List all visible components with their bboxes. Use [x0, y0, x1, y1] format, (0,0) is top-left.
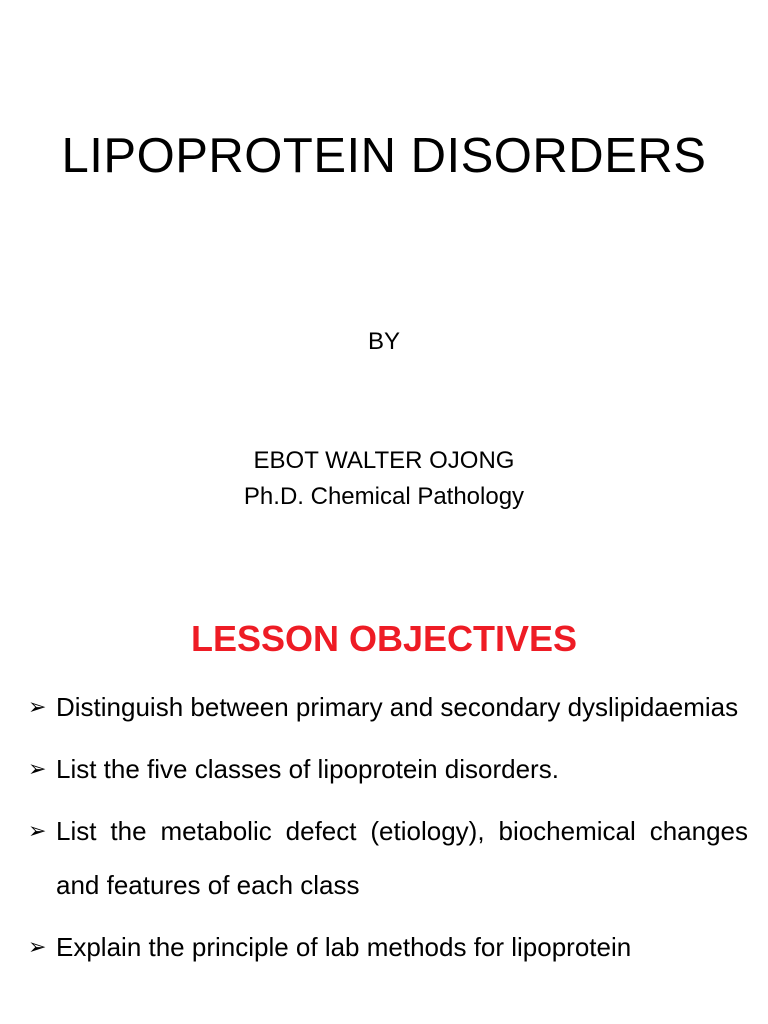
- arrowhead-bullet-icon: ➢: [28, 694, 47, 719]
- list-item: [28, 680, 748, 734]
- objective-text: List the five classes of lipoprotein disorders.: [56, 754, 559, 784]
- objective-text: Explain the principle of lab methods for lipoprotein: [56, 932, 632, 962]
- objective-text: List the metabolic defect (etiology), biochemical changes and features of each class: [56, 816, 748, 900]
- list-item: [28, 920, 748, 974]
- objectives-list: [28, 680, 748, 982]
- objective-text: Distinguish between primary and secondary dyslipidaemias: [56, 692, 739, 722]
- arrowhead-bullet-icon: ➢: [28, 818, 47, 843]
- arrowhead-bullet-icon: ➢: [28, 934, 47, 959]
- list-item: [28, 804, 748, 912]
- author-block: [0, 443, 768, 515]
- objectives-heading: LESSON OBJECTIVES: [190, 618, 578, 659]
- list-item: [28, 742, 748, 796]
- author-name: EBOT WALTER OJONG: [253, 447, 515, 474]
- slide-title: LIPOPROTEIN DISORDERS: [61, 129, 707, 183]
- by-label: BY: [367, 328, 400, 355]
- arrowhead-bullet-icon: ➢: [28, 756, 47, 781]
- author-credential: Ph.D. Chemical Pathology: [243, 483, 525, 510]
